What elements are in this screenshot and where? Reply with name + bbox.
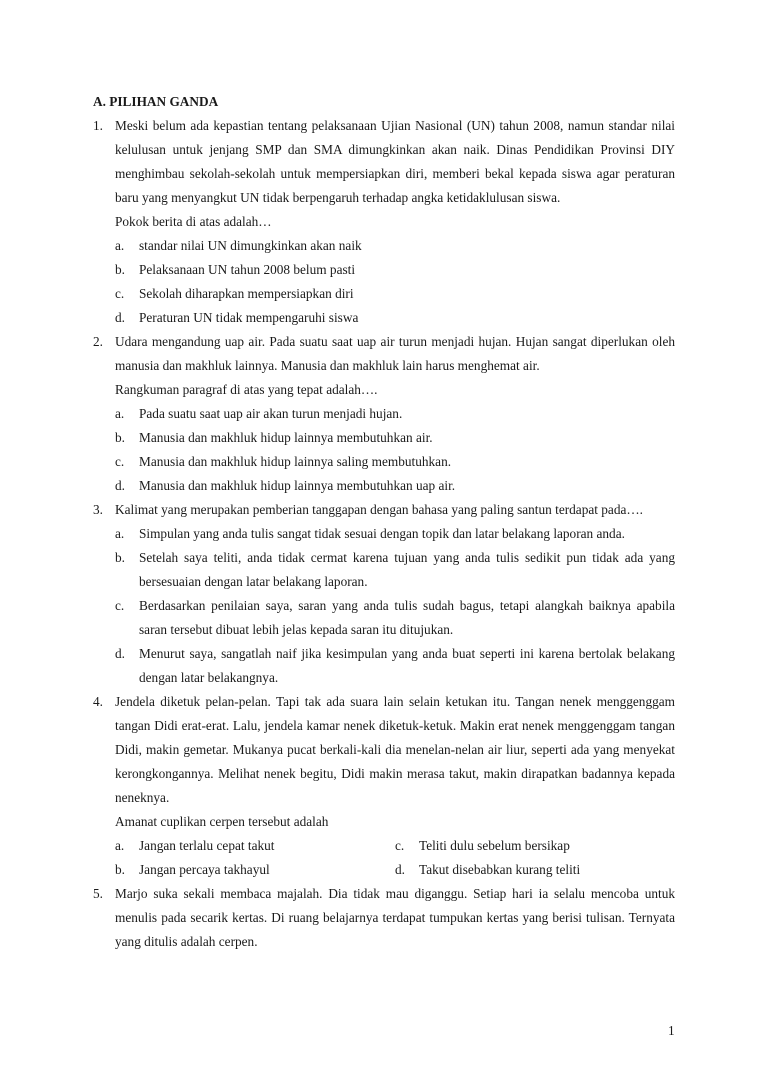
option-a [115, 402, 675, 426]
option-text: Setelah saya teliti, anda tidak cermat karena tujuan yang anda tulis sedikit pun tidak ada yang bersesuaian dengan latar belakang laporan. [139, 550, 675, 589]
option-text: Teliti dulu sebelum bersikap [419, 838, 570, 853]
option-c [395, 834, 675, 858]
option-label: a. [115, 838, 125, 853]
option-label: c. [115, 286, 125, 301]
option-label: c. [395, 838, 405, 853]
option-label: c. [115, 598, 125, 613]
option-text: Sekolah diharapkan mempersiapkan diri [139, 286, 354, 301]
option-label: a. [115, 406, 125, 421]
option-text: Pada suatu saat uap air akan turun menjadi hujan. [139, 406, 403, 421]
question-3 [93, 498, 675, 690]
option-label: b. [115, 862, 125, 877]
option-text: Peraturan UN tidak mempengaruhi siswa [139, 310, 359, 325]
option-label: a. [115, 238, 125, 253]
question-number: 2. [93, 334, 103, 349]
option-label: d. [115, 310, 125, 325]
option-label: b. [115, 262, 125, 277]
page-number: 1 [668, 1023, 675, 1038]
option-label: b. [115, 550, 125, 565]
option-c [115, 594, 675, 642]
option-label: a. [115, 526, 125, 541]
option-d [115, 306, 675, 330]
question-stem: Jendela diketuk pelan-pelan. Tapi tak ada suara lain selain ketukan itu. Tangan nenek menggenggam tangan Didi erat-erat. Lalu, jendela kamar nenek diketuk-ketuk. Makin erat nenek menggenggam tangan Didi, makin gemetar. Mukanya pucat berkali-kali dia menelan-nelan air liur, seperti ada yang menyekat kerongkongannya. Melihat nenek begitu, Didi makin merasa takut, makin dirapatkan badannya kepada neneknya. [115, 694, 675, 805]
option-a [115, 234, 675, 258]
question-stem: Kalimat yang merupakan pemberian tanggapan dengan bahasa yang paling santun terdapat pada…. [115, 502, 643, 517]
option-b [115, 426, 675, 450]
question-number: 3. [93, 502, 103, 517]
question-stem: Udara mengandung uap air. Pada suatu saat uap air turun menjadi hujan. Hujan sangat diperlukan oleh manusia dan makhluk lainnya. Manusia dan makhluk lain harus menghemat air. [115, 334, 675, 373]
option-label: d. [115, 646, 125, 661]
option-grid [115, 834, 675, 882]
option-label: b. [115, 430, 125, 445]
option-text: Berdasarkan penilaian saya, saran yang anda tulis sudah bagus, tetapi alangkah baiknya apabila saran tersebut dibuat lebih jelas kepada saran itu ditujukan. [139, 598, 675, 637]
option-a [115, 522, 675, 546]
question-number: 4. [93, 694, 103, 709]
question-stem: Meski belum ada kepastian tentang pelaksanaan Ujian Nasional (UN) tahun 2008, namun standar nilai kelulusan untuk jenjang SMP dan SMA dimungkinkan akan naik. Dinas Pendidikan Provinsi DIY menghimbau sekolah-sekolah untuk mempersiapkan diri, memberi bekal kepada siswa agar peraturan baru yang menyangkut UN tidak berpengaruh terhadap angka ketidaklulusan siswa. [115, 118, 675, 205]
option-label: d. [115, 478, 125, 493]
section-title: A. PILIHAN GANDA [93, 94, 219, 109]
question-number: 5. [93, 886, 103, 901]
question-4 [93, 690, 675, 882]
question-2 [93, 330, 675, 498]
option-text: Menurut saya, sangatlah naif jika kesimpulan yang anda buat seperti ini karena bertolak belakang dengan latar belakangnya. [139, 646, 675, 685]
option-b [115, 546, 675, 594]
option-text: standar nilai UN dimungkinkan akan naik [139, 238, 362, 253]
question-number: 1. [93, 118, 103, 133]
question-1 [93, 114, 675, 330]
question-prompt: Rangkuman paragraf di atas yang tepat adalah…. [115, 382, 378, 397]
question-stem: Marjo suka sekali membaca majalah. Dia tidak mau diganggu. Setiap hari ia selalu mencoba untuk menulis pada secarik kertas. Di ruang belajarnya terdapat tumpukan kertas yang berisi tulisan. Ternyata yang ditulis adalah cerpen. [115, 886, 675, 949]
option-text: Takut disebabkan kurang teliti [419, 862, 581, 877]
option-c [115, 450, 675, 474]
option-text: Jangan terlalu cepat takut [139, 838, 275, 853]
option-text: Simpulan yang anda tulis sangat tidak sesuai dengan topik dan latar belakang laporan anda. [139, 526, 625, 541]
question-prompt: Pokok berita di atas adalah… [115, 214, 272, 229]
option-text: Manusia dan makhluk hidup lainnya membutuhkan air. [139, 430, 433, 445]
option-text: Pelaksanaan UN tahun 2008 belum pasti [139, 262, 356, 277]
option-text: Manusia dan makhluk hidup lainnya membutuhkan uap air. [139, 478, 456, 493]
option-a [115, 834, 395, 858]
option-d [395, 858, 675, 882]
question-prompt: Amanat cuplikan cerpen tersebut adalah [115, 814, 329, 829]
option-label: c. [115, 454, 125, 469]
question-5 [93, 882, 675, 954]
option-label: d. [395, 862, 405, 877]
option-d [115, 642, 675, 690]
option-text: Jangan percaya takhayul [139, 862, 270, 877]
option-d [115, 474, 675, 498]
option-b [115, 858, 395, 882]
document-page [93, 90, 675, 954]
option-c [115, 282, 675, 306]
option-b [115, 258, 675, 282]
option-text: Manusia dan makhluk hidup lainnya saling membutuhkan. [139, 454, 452, 469]
